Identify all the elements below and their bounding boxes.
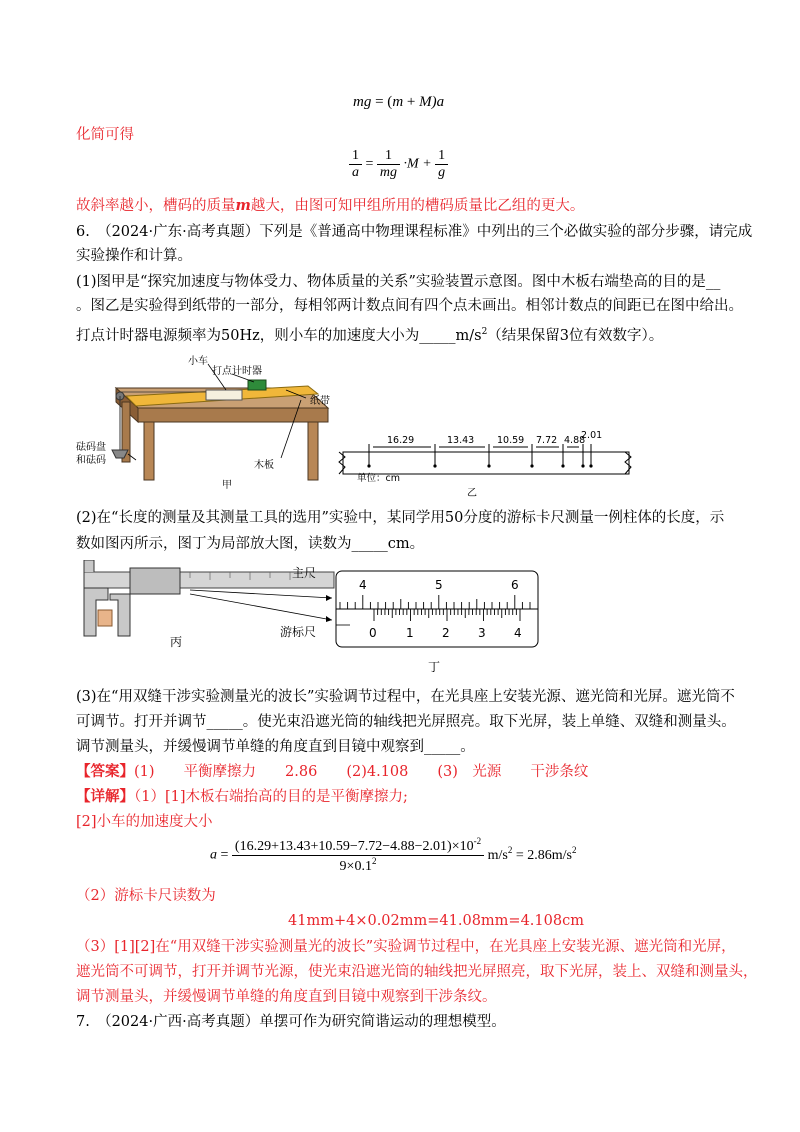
figure-jia-apparatus xyxy=(76,350,336,490)
tape-unit: 单位：cm xyxy=(357,473,400,484)
main-mark-6: 6 xyxy=(511,578,519,592)
equation-mg: mg = (m + M)a xyxy=(353,94,445,110)
caption-bing: 丙 xyxy=(170,635,183,649)
simplify-label: 化简可得 xyxy=(76,127,134,143)
conclusion-line: 故斜率越小，槽码的质量m越大，由图可知甲组所用的槽码质量比乙组的更大。 xyxy=(76,197,585,214)
detail-line6: 遮光筒不可调节，打开并调节光源，使光束沿遮光筒的轴线把光屏照亮，取下光屏，装上、双缝和测量头， xyxy=(76,964,758,980)
q6-part1-line1: (1)图甲是“探究加速度与物体受力、物体质量的关系”实验装置示意图。图中木板右端垫高的目的是__ xyxy=(76,274,721,290)
label-timer: 打点计时器 xyxy=(212,366,262,377)
q6-part3-line1: (3)在“用双缝干涉实验测量光的波长”实验调节过程中，在光具座上安装光源、遮光筒和光屏。遮光筒不 xyxy=(76,689,735,705)
vernier-mark-2: 2 xyxy=(442,626,450,640)
vernier-mark-3: 3 xyxy=(478,626,486,640)
detail-line4: 41mm+4×0.02mm=41.08mm=4.108cm xyxy=(288,913,584,929)
q6-line2: 实验操作和计算。 xyxy=(76,248,192,264)
label-tape: 纸带 xyxy=(310,396,330,407)
figure-yi-tape xyxy=(335,430,635,500)
label-vernier-scale: 游标尺 xyxy=(280,625,317,639)
main-mark-4: 4 xyxy=(359,578,367,592)
q6-part1-line3: 打点计时器电源频率为50Hz，则小车的加速度大小为$\_\_\_\_\_m/s^2$（结果保留3位有效数字）。 xyxy=(76,327,664,344)
figure-ding-vernier xyxy=(280,565,542,675)
q6-part3-line3: 调节测量头，并缓慢调节单缝的角度直到目镜中观察到_____。 xyxy=(76,739,475,755)
label-board: 木板 xyxy=(254,460,274,471)
tape-d4: 7.72 xyxy=(536,435,558,446)
vernier-mark-0: 0 xyxy=(369,626,377,640)
vernier-mark-4: 4 xyxy=(514,626,522,640)
tape-d6: 2.01 xyxy=(581,430,603,441)
detail-line5: （3）[1][2]在“用双缝干涉实验测量光的波长”实验调节过程中，在光具座上安装光源、遮光筒和光屏， xyxy=(76,939,736,955)
tape-d2: 13.43 xyxy=(447,435,475,446)
caption-yi: 乙 xyxy=(467,488,477,499)
q6-part3-line2: 可调节。打开并调节_____。使光束沿遮光筒的轴线把光屏照亮。取下光屏，装上单缝、双缝和测量头。 xyxy=(76,714,736,730)
label-main-scale: 主尺 xyxy=(292,566,317,580)
q7-line1: 7. （2024·广西·高考真题）单摆可作为研究简谐运动的理想模型。 xyxy=(76,1014,506,1030)
q6-part2-line2: 数如图丙所示，图丁为局部放大图，读数为_____cm。 xyxy=(76,536,425,552)
answer-line: 【答案】(1) 平衡摩擦力 2.86 (2)4.108 (3) 光源 干涉条纹 xyxy=(76,763,589,780)
label-cart: 小车 xyxy=(188,356,208,367)
detail-line3: （2）游标卡尺读数为 xyxy=(76,888,216,904)
equation-acceleration: a = $\frac{(16.29+13.43+10.59-7.72-4.88-2.01)\times 10^{-2}}{9\times 0.1^2}$ $m/s^2 = 2.86m/s^2$ xyxy=(210,836,577,874)
tape-d5: 4.88 xyxy=(564,435,586,446)
equation-reciprocal-a: $\frac{1}{a}$ = $\frac{1}{mg}$ ·M + $\frac{1}{g}$ xyxy=(349,148,448,181)
detail-line1: 【详解】（1）[1]木板右端抬高的目的是平衡摩擦力; xyxy=(76,788,408,805)
q6-part1-line2: 。图乙是实验得到纸带的一部分，每相邻两计数点间有四个点未画出。相邻计数点的间距已在图中给出。 xyxy=(76,298,743,314)
caption-jia: 甲 xyxy=(222,480,232,490)
tape-d3: 10.59 xyxy=(497,435,525,446)
label-weights-1: 砝码盘 xyxy=(76,442,106,453)
detail-line7: 调节测量头，并缓慢调节单缝的角度直到目镜中观察到干涉条纹。 xyxy=(76,989,497,1005)
tape-d1: 16.29 xyxy=(387,435,415,446)
label-weights-2: 和砝码 xyxy=(76,455,106,466)
q6-line1: 6. （2024·广东·高考真题）下列是《普通高中物理课程标准》中列出的三个必做实验的部分步骤，请完成 xyxy=(76,224,753,240)
q6-part2-line1: (2)在“长度的测量及其测量工具的选用”实验中，某同学用50分度的游标卡尺测量一例柱体的长度，示 xyxy=(76,510,725,526)
caption-ding: 丁 xyxy=(428,660,441,674)
detail-line2: [2]小车的加速度大小 xyxy=(76,814,213,830)
main-mark-5: 5 xyxy=(435,578,443,592)
vernier-mark-1: 1 xyxy=(406,626,414,640)
